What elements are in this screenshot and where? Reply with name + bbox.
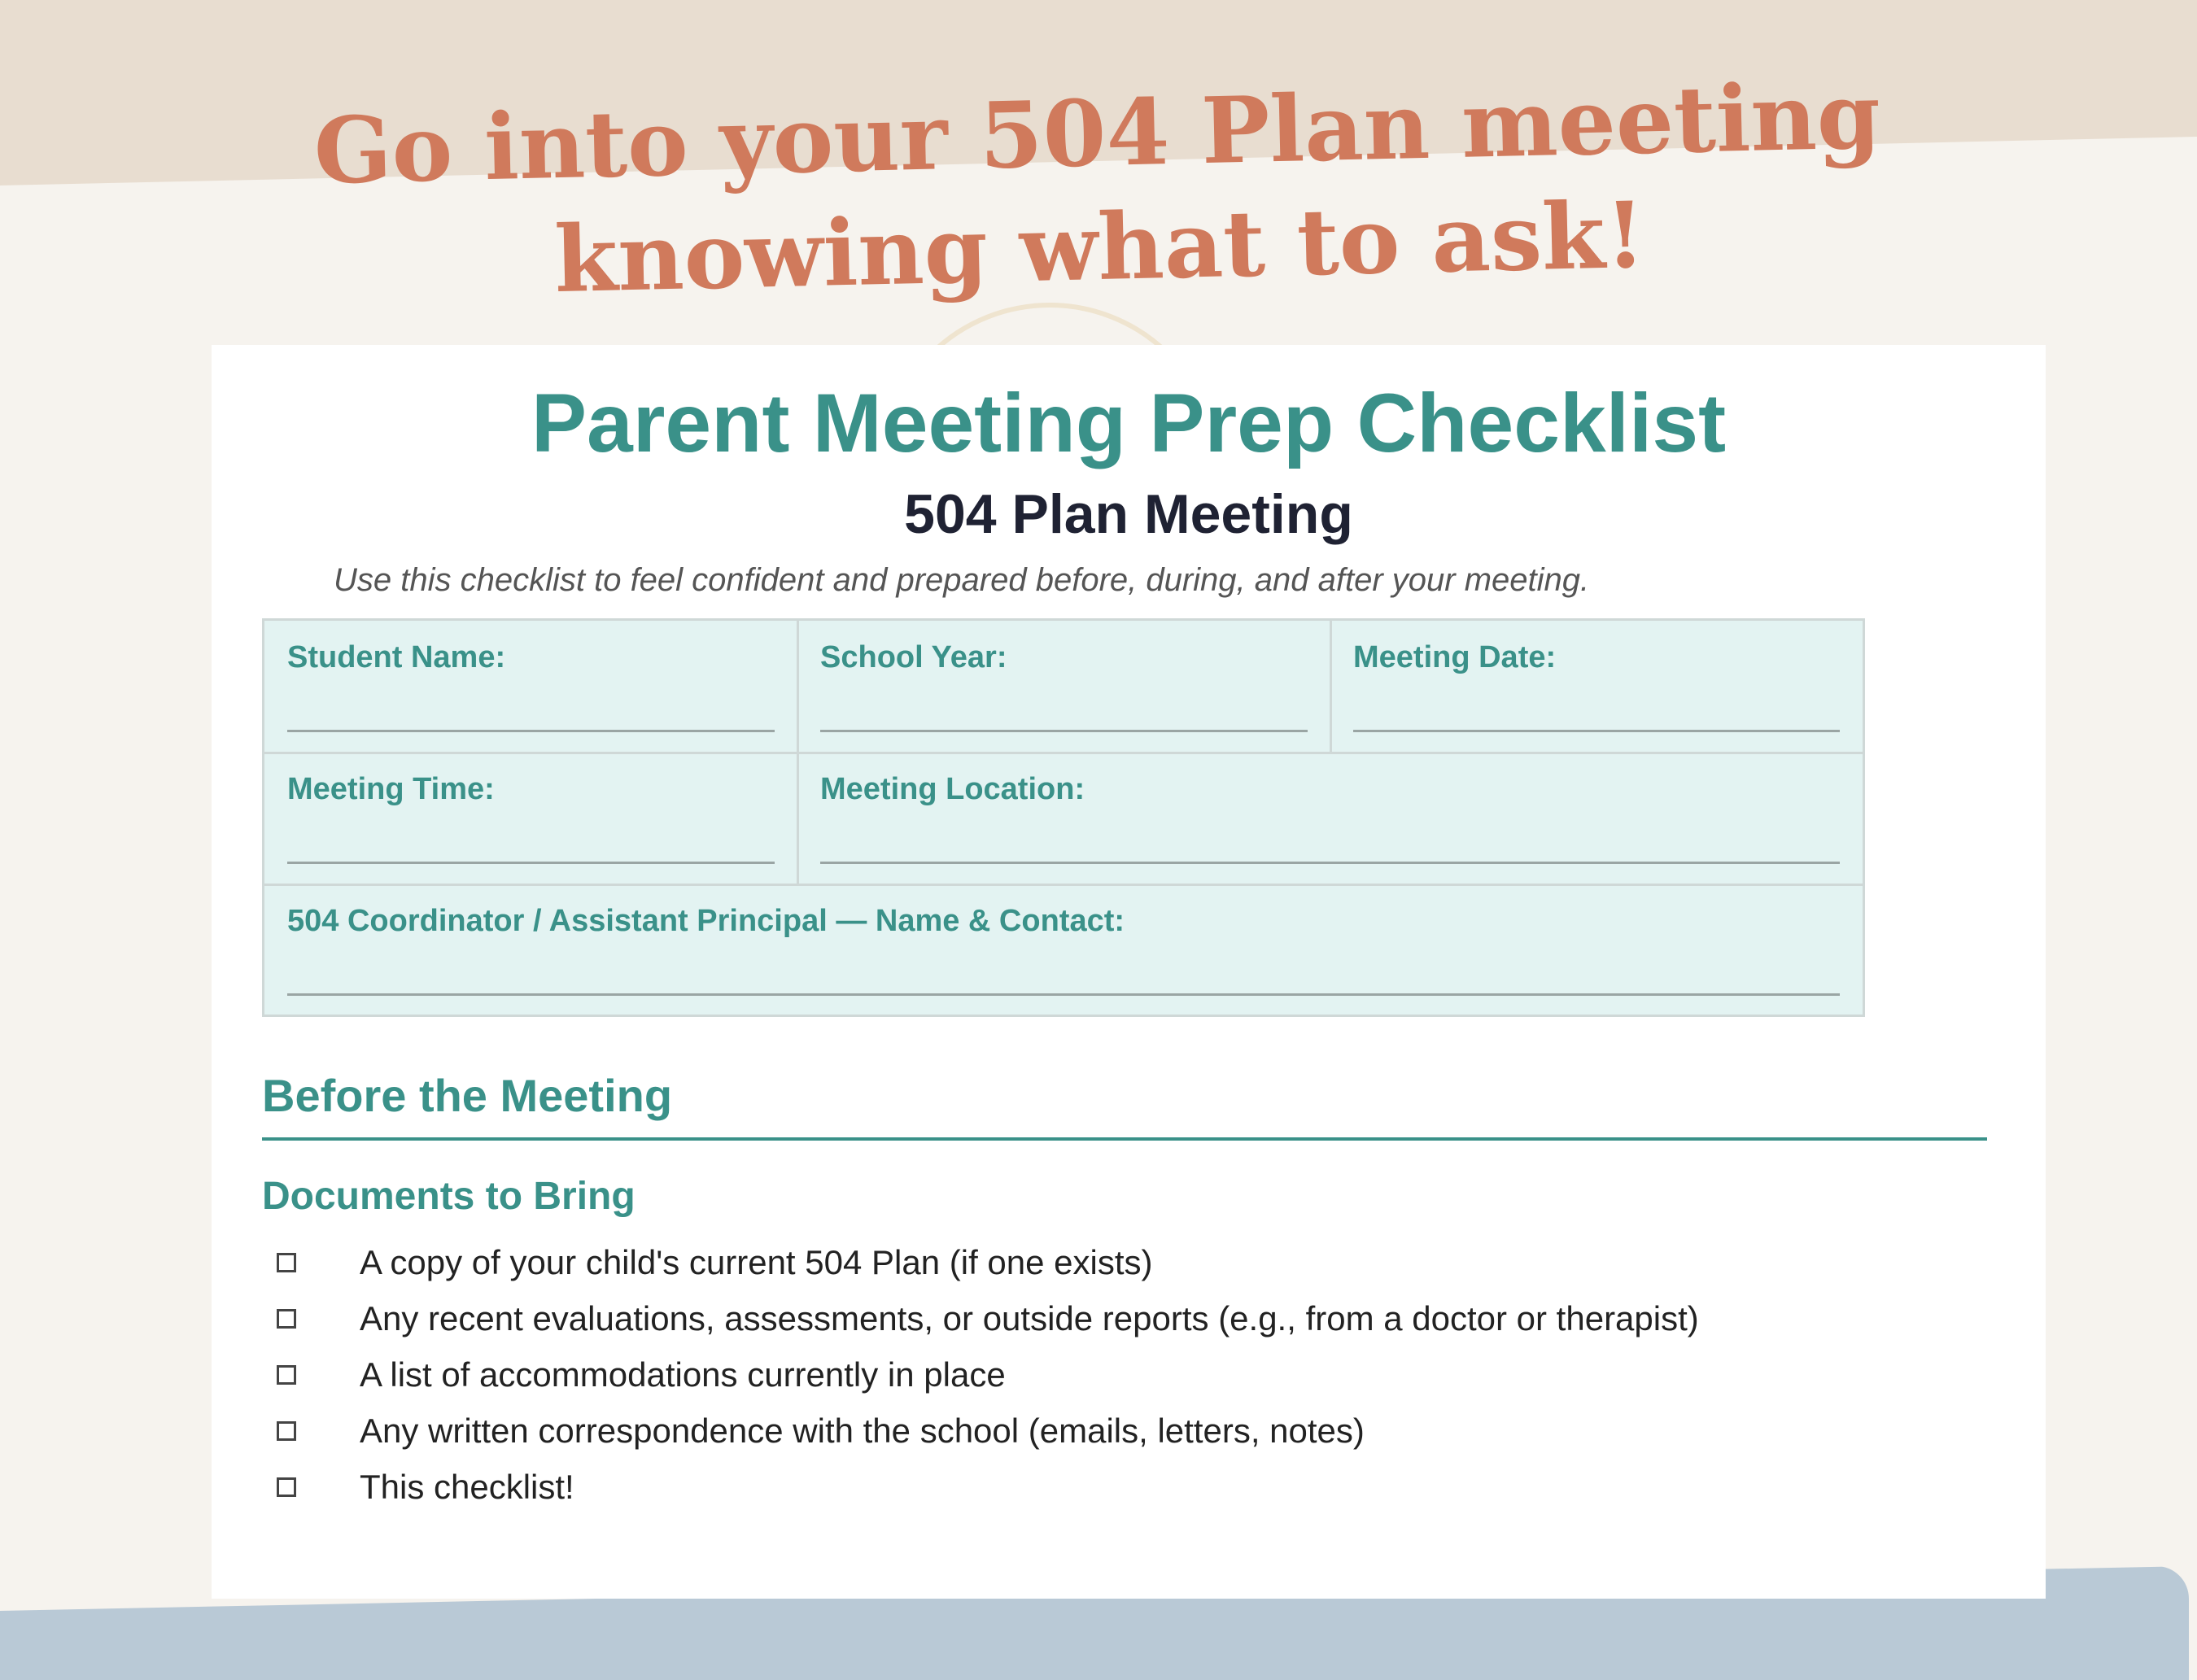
subsection-heading-documents: Documents to Bring [262, 1175, 636, 1218]
student-name-label: Student Name: [287, 640, 506, 674]
meeting-date-label: Meeting Date: [1353, 640, 1557, 674]
checklist-item-text: This checklist! [360, 1468, 574, 1506]
document-intro: Use this checklist to feel confident and prepared before, during, and after your meeting. [334, 562, 1590, 598]
coordinator-label: 504 Coordinator / Assistant Principal — Name & Contact: [287, 904, 1125, 938]
headline-line-2: knowing what to ask! [553, 181, 1647, 314]
checkbox[interactable] [277, 1253, 296, 1272]
checklist-item-text: A copy of your child's current 504 Plan (if one exists) [360, 1243, 1153, 1281]
checklist-document-preview [212, 345, 2046, 1599]
table-column-divider [797, 621, 799, 884]
table-row-divider [264, 884, 1863, 886]
meeting-time-cell [264, 753, 797, 884]
meeting-date-cell [1330, 621, 1863, 752]
checkbox[interactable] [277, 1309, 296, 1329]
student-name-field[interactable] [287, 730, 775, 732]
promo-headline [242, 58, 1955, 325]
meeting-time-field[interactable] [287, 862, 775, 864]
section-heading-before-meeting: Before the Meeting [262, 1070, 673, 1121]
student-name-cell [264, 621, 797, 752]
school-year-cell [797, 621, 1330, 752]
meeting-info-table [262, 618, 1865, 1017]
checklist-item-text: Any written correspondence with the school (emails, letters, notes) [360, 1412, 1365, 1450]
meeting-location-label: Meeting Location: [820, 772, 1085, 806]
headline-line-1: Go into your 504 Plan meeting [312, 63, 1882, 205]
checkbox[interactable] [277, 1365, 296, 1385]
checklist-item-text: Any recent evaluations, assessments, or outside reports (e.g., from a doctor or therapist) [360, 1299, 1699, 1337]
coordinator-cell [264, 884, 1863, 1015]
table-column-divider [1330, 621, 1332, 752]
meeting-location-cell [797, 753, 1863, 884]
checkbox[interactable] [277, 1421, 296, 1441]
coordinator-field[interactable] [287, 993, 1840, 996]
section-divider [262, 1137, 1987, 1141]
document-subtitle: 504 Plan Meeting [904, 483, 1353, 545]
table-row-divider [264, 752, 1863, 754]
school-year-field[interactable] [820, 730, 1308, 732]
meeting-location-field[interactable] [820, 862, 1840, 864]
school-year-label: School Year: [820, 640, 1007, 674]
document-title: Parent Meeting Prep Checklist [531, 377, 1727, 469]
meeting-date-field[interactable] [1353, 730, 1840, 732]
checkbox[interactable] [277, 1477, 296, 1497]
meeting-time-label: Meeting Time: [287, 772, 495, 806]
checklist-item-text: A list of accommodations currently in place [360, 1355, 1006, 1394]
